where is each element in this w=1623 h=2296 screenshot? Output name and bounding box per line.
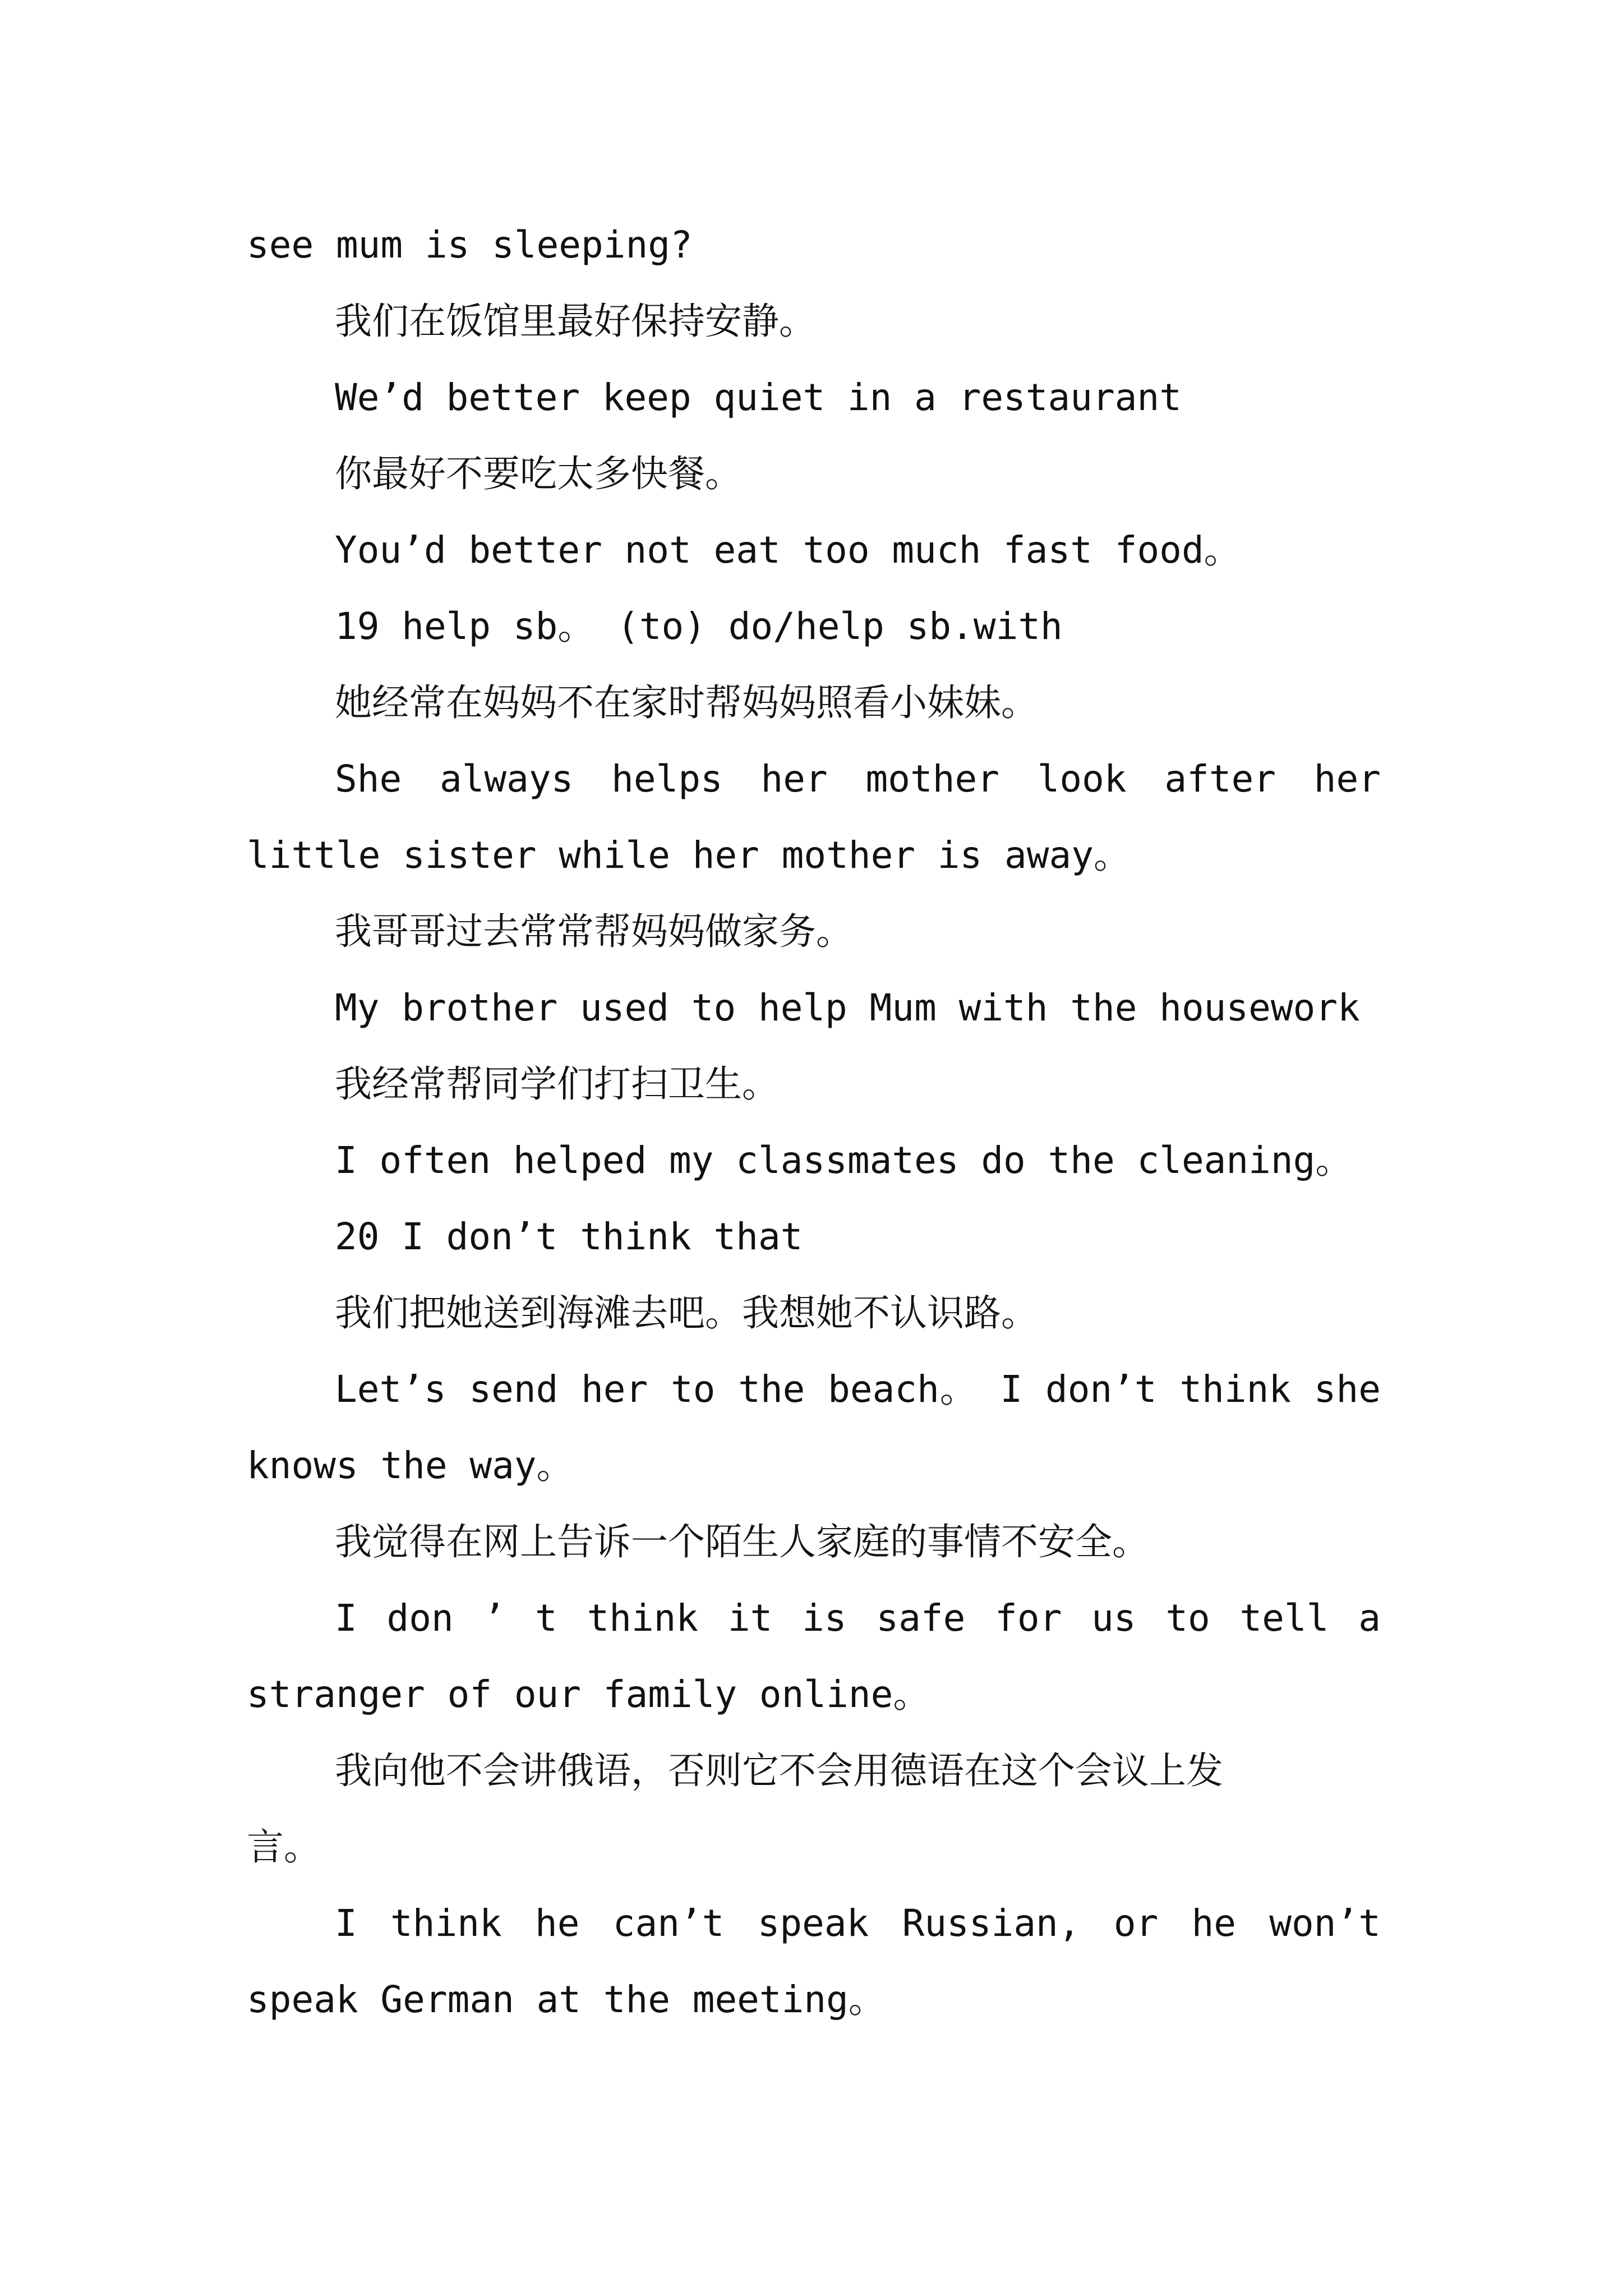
text-line-2: 我们在饭馆里最好保持安静。 (335, 300, 816, 343)
text-line-14: 20 I don’t think that (335, 1215, 803, 1258)
text-line-3: We’d better keep quiet in a restaurant (335, 376, 1182, 419)
text-line-7: 她经常在妈妈不在家时帮妈妈照看小妹妹。 (335, 681, 1038, 724)
text-line-10: 我哥哥过去常常帮妈妈做家务。 (335, 910, 853, 953)
text-line-22: 言。 (247, 1825, 321, 1869)
text-line-17: knows the way。 (247, 1444, 574, 1487)
text-line-1: see mum is sleeping? (247, 223, 693, 266)
text-line-6: 19 help sb。 (to) do/help sb.with (335, 605, 1063, 648)
text-line-23: I think he can’t speak Russian, or he won’t (335, 1902, 1381, 1945)
text-line-12: 我经常帮同学们打扫卫生。 (335, 1062, 779, 1106)
text-line-8: She always helps her mother look after her (335, 757, 1381, 800)
text-line-16: Let’s send her to the beach。 I don’t think she (335, 1368, 1381, 1411)
text-line-19: I don ’ t think it is safe for us to tell a (335, 1596, 1381, 1640)
text-line-11: My brother used to help Mum with the housework (335, 986, 1360, 1029)
text-line-9: little sister while her mother is away。 (247, 834, 1131, 877)
text-line-4: 你最好不要吃太多快餐。 (335, 452, 742, 495)
text-line-20: stranger of our family online。 (247, 1673, 930, 1716)
text-line-21: 我向他不会讲俄语，否则它不会用德语在这个会议上发 (335, 1749, 1223, 1792)
text-line-13: I often helped my classmates do the cleaning。 (335, 1139, 1353, 1182)
text-line-24: speak German at the meeting。 (247, 1978, 886, 2021)
text-line-15: 我们把她送到海滩去吧。我想她不认识路。 (335, 1291, 1038, 1335)
text-line-18: 我觉得在网上告诉一个陌生人家庭的事情不安全。 (335, 1520, 1149, 1563)
text-line-5: You’d better not eat too much fast food。 (335, 528, 1241, 572)
